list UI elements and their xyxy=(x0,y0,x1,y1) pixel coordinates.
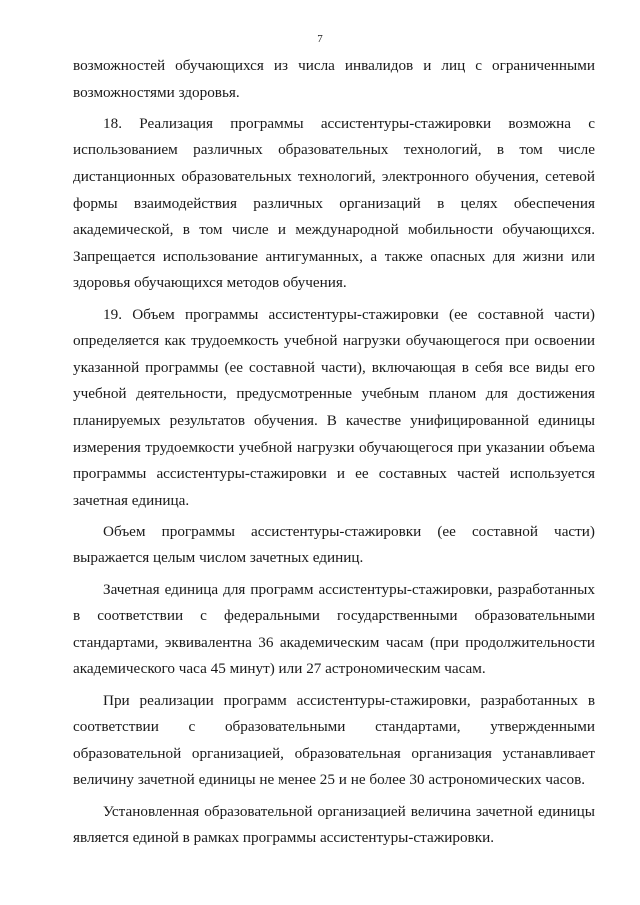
paragraph-continuation: возможностей обучающихся из числа инвалидов и лиц с ограниченными возможностями здоровья. xyxy=(73,57,595,101)
paragraph-18: 18. Реализация программы ассистентуры-стажировки возможна с использованием различных образовательных технологий, в том числе дистанционных образовательных технологий, электронного обучения, сетевой формы взаимодействия различных организаций в целях обеспечения академической, в том числе и международной мобильности обучающихся. Запрещается использование антигуманных, а также опасных для жизни или здоровья обучающихся методов обучения. xyxy=(73,114,595,292)
paragraph-volume-expression: Объем программы ассистентуры-стажировки (ее составной части) выражается целым числом зачетных единиц. xyxy=(73,522,595,567)
page-number: 7 xyxy=(317,33,323,45)
paragraph-credit-unit-fgos: Зачетная единица для программ ассистентуры-стажировки, разработанных в соответствии с федеральными государственными образовательными стандартами, эквивалентна 36 академическим часам (при продолжительности академического часа 45 минут) или 27 астрономическим часам. xyxy=(73,580,595,678)
paragraph-credit-unit-org-standards: При реализации программ ассистентуры-стажировки, разработанных в соответствии с образовательными стандартами, утвержденными образовательной организацией, образовательная организация устанавливает величину зачетной единицы не менее 25 и не более 30 астрономических часов. xyxy=(73,691,595,789)
document-body xyxy=(73,53,595,856)
paragraph-credit-unit-uniform: Установленная образовательной организацией величина зачетной единицы является единой в рамках программы ассистентуры-стажировки. xyxy=(73,802,595,847)
paragraph-19: 19. Объем программы ассистентуры-стажировки (ее составной части) определяется как трудоемкость учебной нагрузки обучающегося при освоении указанной программы (ее составной части), включающая в себя все виды его учебной деятельности, предусмотренные учебным планом для достижения планируемых результатов обучения. В качестве унифицированной единицы измерения трудоемкости учебной нагрузки обучающегося при указании объема программы ассистентуры-стажировки и ее составных частей используется зачетная единица. xyxy=(73,305,595,509)
